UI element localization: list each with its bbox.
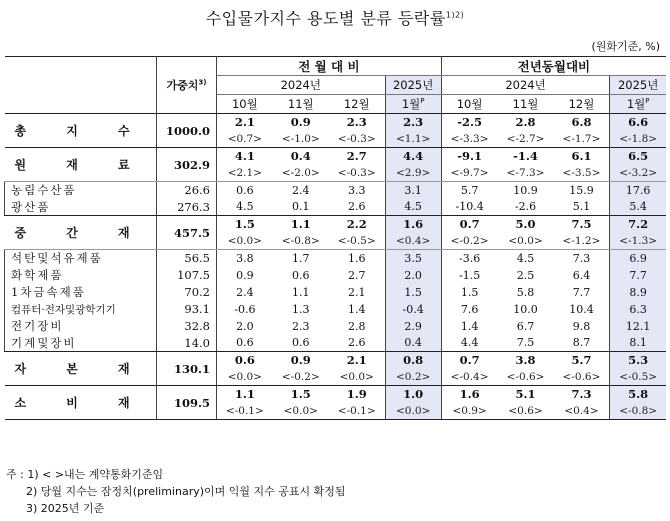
value-cell: 0.4 — [385, 335, 441, 352]
value-cell: 6.6 — [610, 114, 666, 131]
value-cell: 5.1 — [515, 387, 536, 402]
contract-value-cell: <-2.0> — [273, 165, 329, 182]
value-cell: 4.5 — [516, 251, 535, 265]
value-cell: -3.6 — [458, 251, 481, 265]
value-cell: 1.1 — [290, 217, 311, 232]
value-cell: 5.8 — [516, 285, 535, 299]
value-cell: 7.7 — [554, 284, 610, 301]
value-cell: 5.7 — [460, 183, 479, 197]
value-cell: 1.7 — [292, 251, 310, 265]
value-cell: 0.8 — [385, 352, 441, 369]
value-cell: 0.6 — [234, 353, 255, 368]
value-cell: 0.4 — [290, 149, 311, 164]
row-label: 화학제품 — [5, 267, 157, 284]
value-cell: 2.1 — [329, 352, 385, 369]
mom-month-1: 10월 — [217, 95, 273, 114]
contract-value-cell: <-2.7> — [497, 131, 553, 148]
value-cell: 2.1 — [234, 115, 255, 130]
value-cell: 0.6 — [236, 183, 254, 197]
contract-value-cell: <-1.3> — [610, 233, 666, 250]
import-price-table — [4, 56, 666, 420]
contract-value-cell: <-3.5> — [554, 165, 610, 182]
value-cell: 2.4 — [236, 285, 254, 299]
weight-cell: 276.3 — [157, 199, 217, 216]
mom-2024: 2024년 — [217, 76, 386, 95]
value-cell: 3.8 — [236, 251, 254, 265]
value-cell: 7.7 — [610, 267, 666, 284]
value-cell: 1.4 — [329, 301, 385, 318]
value-cell: 4.5 — [385, 199, 441, 216]
row-label: 전기장비 — [5, 318, 157, 335]
contract-value-cell: <-0.8> — [273, 233, 329, 250]
yoy-2025: 2025년 — [610, 76, 666, 95]
value-cell: 5.0 — [515, 217, 536, 232]
contract-value-cell: <-0.3> — [329, 131, 385, 148]
contract-value-cell: <0.9> — [441, 403, 497, 420]
value-cell: 2.3 — [385, 114, 441, 131]
value-cell: 10.4 — [554, 301, 610, 318]
value-cell: 2.3 — [292, 319, 310, 333]
value-cell: 1.6 — [459, 387, 480, 402]
table-row — [5, 301, 667, 318]
value-cell: 8.1 — [610, 335, 666, 352]
contract-value-cell: <-1.8> — [610, 131, 666, 148]
row-label: 총 지 수 — [5, 114, 157, 148]
contract-value-cell: <-0.6> — [554, 369, 610, 386]
value-cell: 7.3 — [554, 386, 610, 403]
contract-value-cell: <-7.3> — [497, 165, 553, 182]
value-cell: 6.8 — [554, 114, 610, 131]
value-cell: 0.6 — [273, 335, 329, 352]
value-cell: 2.8 — [329, 318, 385, 335]
value-cell: 2.4 — [292, 183, 310, 197]
yoy-month-1: 10월 — [441, 95, 497, 114]
contract-value-cell: <-1.7> — [554, 131, 610, 148]
value-cell: 1.5 — [234, 217, 255, 232]
row-label: 소 비 재 — [5, 386, 157, 420]
row-label: 농림수산품 — [5, 182, 157, 199]
value-cell: 0.9 — [236, 268, 254, 282]
contract-value-cell: <-0.5> — [610, 369, 666, 386]
weight-cell: 14.0 — [157, 335, 217, 352]
weight-cell: 457.5 — [157, 216, 217, 250]
table-row — [5, 386, 667, 403]
value-cell: 2.1 — [329, 284, 385, 301]
value-cell: 3.5 — [385, 250, 441, 267]
contract-value-cell: <0.4> — [385, 233, 441, 250]
value-cell: 5.8 — [610, 386, 666, 403]
weight-cell: 302.9 — [157, 148, 217, 182]
value-cell: 0.6 — [292, 268, 310, 282]
mom-month-2: 11월 — [273, 95, 329, 114]
row-label: 자 본 재 — [5, 352, 157, 386]
value-cell: 4.4 — [441, 335, 497, 352]
value-cell: 1.1 — [234, 387, 255, 402]
weight-cell: 109.5 — [157, 386, 217, 420]
footnote-1: 주 : 1) < >내는 계약통화기준임 — [6, 468, 164, 481]
value-cell: 3.1 — [385, 182, 441, 199]
value-cell: 1.1 — [292, 285, 310, 299]
value-cell: 2.0 — [236, 319, 254, 333]
value-cell: 6.5 — [610, 148, 666, 165]
weight-cell: 56.5 — [157, 250, 217, 267]
yoy-header: 전년동월대비 — [441, 57, 666, 76]
contract-value-cell: <0.0> — [273, 403, 329, 420]
value-cell: 4.5 — [217, 199, 273, 216]
contract-value-cell: <-0.5> — [329, 233, 385, 250]
value-cell: 7.5 — [497, 335, 553, 352]
unit-label: (원화기준, %) — [591, 40, 660, 53]
contract-value-cell: <-0.2> — [441, 233, 497, 250]
value-cell: 5.4 — [610, 199, 666, 216]
value-cell: 0.9 — [290, 115, 311, 130]
row-label: 원 재 료 — [5, 148, 157, 182]
table-row — [5, 267, 667, 284]
value-cell: 4.1 — [234, 149, 255, 164]
mom-month-3: 12월 — [329, 95, 385, 114]
contract-value-cell: <-1.2> — [554, 233, 610, 250]
contract-value-cell: <-0.1> — [217, 403, 273, 420]
row-label: 중 간 재 — [5, 216, 157, 250]
value-cell: 7.5 — [554, 216, 610, 233]
value-cell: 8.7 — [554, 335, 610, 352]
contract-value-cell: <-0.8> — [610, 403, 666, 420]
value-cell: 6.4 — [554, 267, 610, 284]
value-cell: 6.1 — [554, 148, 610, 165]
weight-cell: 32.8 — [157, 318, 217, 335]
value-cell: 1.3 — [292, 302, 310, 316]
contract-value-cell: <2.9> — [385, 165, 441, 182]
mom-month-4: 1월$^P$ — [385, 95, 441, 114]
row-label: 1차금속제품 — [5, 284, 157, 301]
contract-value-cell: <0.2> — [385, 369, 441, 386]
table-row — [5, 199, 667, 216]
value-cell: 1.6 — [329, 250, 385, 267]
value-cell: 1.4 — [460, 319, 479, 333]
value-cell: -0.4 — [385, 301, 441, 318]
contract-value-cell: <-0.4> — [441, 369, 497, 386]
value-cell: 0.6 — [217, 335, 273, 352]
row-label: 컴퓨터·전자및광학기기 — [5, 301, 157, 318]
value-cell: -0.6 — [234, 302, 256, 316]
value-cell: 1.0 — [385, 386, 441, 403]
yoy-month-2: 11월 — [497, 95, 553, 114]
value-cell: 2.7 — [329, 148, 385, 165]
value-cell: 1.5 — [290, 387, 311, 402]
weight-cell: 130.1 — [157, 352, 217, 386]
value-cell: 0.7 — [459, 353, 480, 368]
mom-header: 전 월 대 비 — [217, 57, 442, 76]
weight-cell: 26.6 — [157, 182, 217, 199]
weight-header: 가중치$^{3)}$ — [157, 57, 217, 114]
contract-value-cell: <-0.1> — [329, 403, 385, 420]
footnote-3: 3) 2025년 기준 — [26, 502, 105, 515]
value-cell: 2.6 — [329, 335, 385, 352]
value-cell: 10.0 — [513, 302, 538, 316]
value-cell: 12.1 — [610, 318, 666, 335]
contract-value-cell: <0.0> — [497, 233, 553, 250]
weight-cell: 107.5 — [157, 267, 217, 284]
contract-value-cell: <2.1> — [217, 165, 273, 182]
value-cell: 10.9 — [513, 183, 538, 197]
contract-value-cell: <0.0> — [329, 369, 385, 386]
contract-value-cell: <0.7> — [217, 131, 273, 148]
value-cell: 5.7 — [554, 352, 610, 369]
value-cell: 4.4 — [385, 148, 441, 165]
value-cell: 3.8 — [515, 353, 536, 368]
contract-value-cell: <0.6> — [497, 403, 553, 420]
value-cell: 2.9 — [385, 318, 441, 335]
value-cell: 15.9 — [554, 182, 610, 199]
value-cell: 9.8 — [554, 318, 610, 335]
value-cell: 2.3 — [329, 114, 385, 131]
value-cell: 1.5 — [385, 284, 441, 301]
value-cell: 6.3 — [610, 301, 666, 318]
value-cell: 6.7 — [516, 319, 535, 333]
value-cell: 5.1 — [554, 199, 610, 216]
contract-value-cell: <0.0> — [217, 369, 273, 386]
value-cell: 2.2 — [329, 216, 385, 233]
weight-cell: 1000.0 — [157, 114, 217, 148]
value-cell: 7.6 — [460, 302, 479, 316]
value-cell: -9.1 — [457, 149, 482, 164]
weight-cell: 93.1 — [157, 301, 217, 318]
value-cell: 1.5 — [460, 285, 479, 299]
contract-value-cell: <0.4> — [554, 403, 610, 420]
contract-value-cell: <-3.2> — [610, 165, 666, 182]
value-cell: 17.6 — [610, 182, 666, 199]
value-cell: -1.4 — [513, 149, 538, 164]
contract-value-cell: <-0.2> — [273, 369, 329, 386]
value-cell: 5.3 — [610, 352, 666, 369]
value-cell: 2.6 — [329, 199, 385, 216]
mom-2025: 2025년 — [385, 76, 441, 95]
value-cell: 2.5 — [516, 268, 535, 282]
table-row — [5, 148, 667, 165]
value-cell: 2.7 — [329, 267, 385, 284]
value-cell: 2.8 — [515, 115, 536, 130]
contract-value-cell: <-0.6> — [497, 369, 553, 386]
yoy-month-3: 12월 — [554, 95, 610, 114]
contract-value-cell: <1.1> — [385, 131, 441, 148]
contract-value-cell: <-3.3> — [441, 131, 497, 148]
value-cell: 7.2 — [610, 216, 666, 233]
contract-value-cell: <-1.0> — [273, 131, 329, 148]
table-row — [5, 335, 667, 352]
contract-value-cell: <0.0> — [217, 233, 273, 250]
value-cell: 8.9 — [610, 284, 666, 301]
row-label: 광산품 — [5, 199, 157, 216]
contract-value-cell: <-9.7> — [441, 165, 497, 182]
value-cell: 0.9 — [290, 353, 311, 368]
weight-cell: 70.2 — [157, 284, 217, 301]
table-row — [5, 182, 667, 199]
footnotes — [6, 466, 346, 517]
table-row — [5, 216, 667, 233]
yoy-2024: 2024년 — [441, 76, 610, 95]
contract-value-cell: <-0.3> — [329, 165, 385, 182]
value-cell: 1.9 — [329, 386, 385, 403]
row-label: 석탄및석유제품 — [5, 250, 157, 267]
value-cell: 7.3 — [554, 250, 610, 267]
table-row — [5, 352, 667, 369]
value-cell: 6.9 — [610, 250, 666, 267]
table-row — [5, 318, 667, 335]
contract-value-cell: <0.0> — [385, 403, 441, 420]
table-row — [5, 250, 667, 267]
value-cell: -10.4 — [441, 199, 497, 216]
value-cell: -1.5 — [458, 268, 481, 282]
value-cell: 0.7 — [459, 217, 480, 232]
value-cell: 3.3 — [329, 182, 385, 199]
value-cell: -2.5 — [457, 115, 482, 130]
table-row — [5, 284, 667, 301]
yoy-month-4: 1월$^P$ — [610, 95, 666, 114]
value-cell: 2.0 — [385, 267, 441, 284]
value-cell: 0.1 — [273, 199, 329, 216]
footnote-2: 2) 당월 지수는 잠정치(preliminary)이며 익월 지수 공표시 확정됨 — [26, 485, 346, 498]
row-label: 기계및장비 — [5, 335, 157, 352]
value-cell: -2.6 — [497, 199, 553, 216]
table-row — [5, 114, 667, 131]
table-title: 수입물가지수 용도별 분류 등락률$^{1)2)}$ — [205, 9, 465, 28]
value-cell: 1.6 — [385, 216, 441, 233]
